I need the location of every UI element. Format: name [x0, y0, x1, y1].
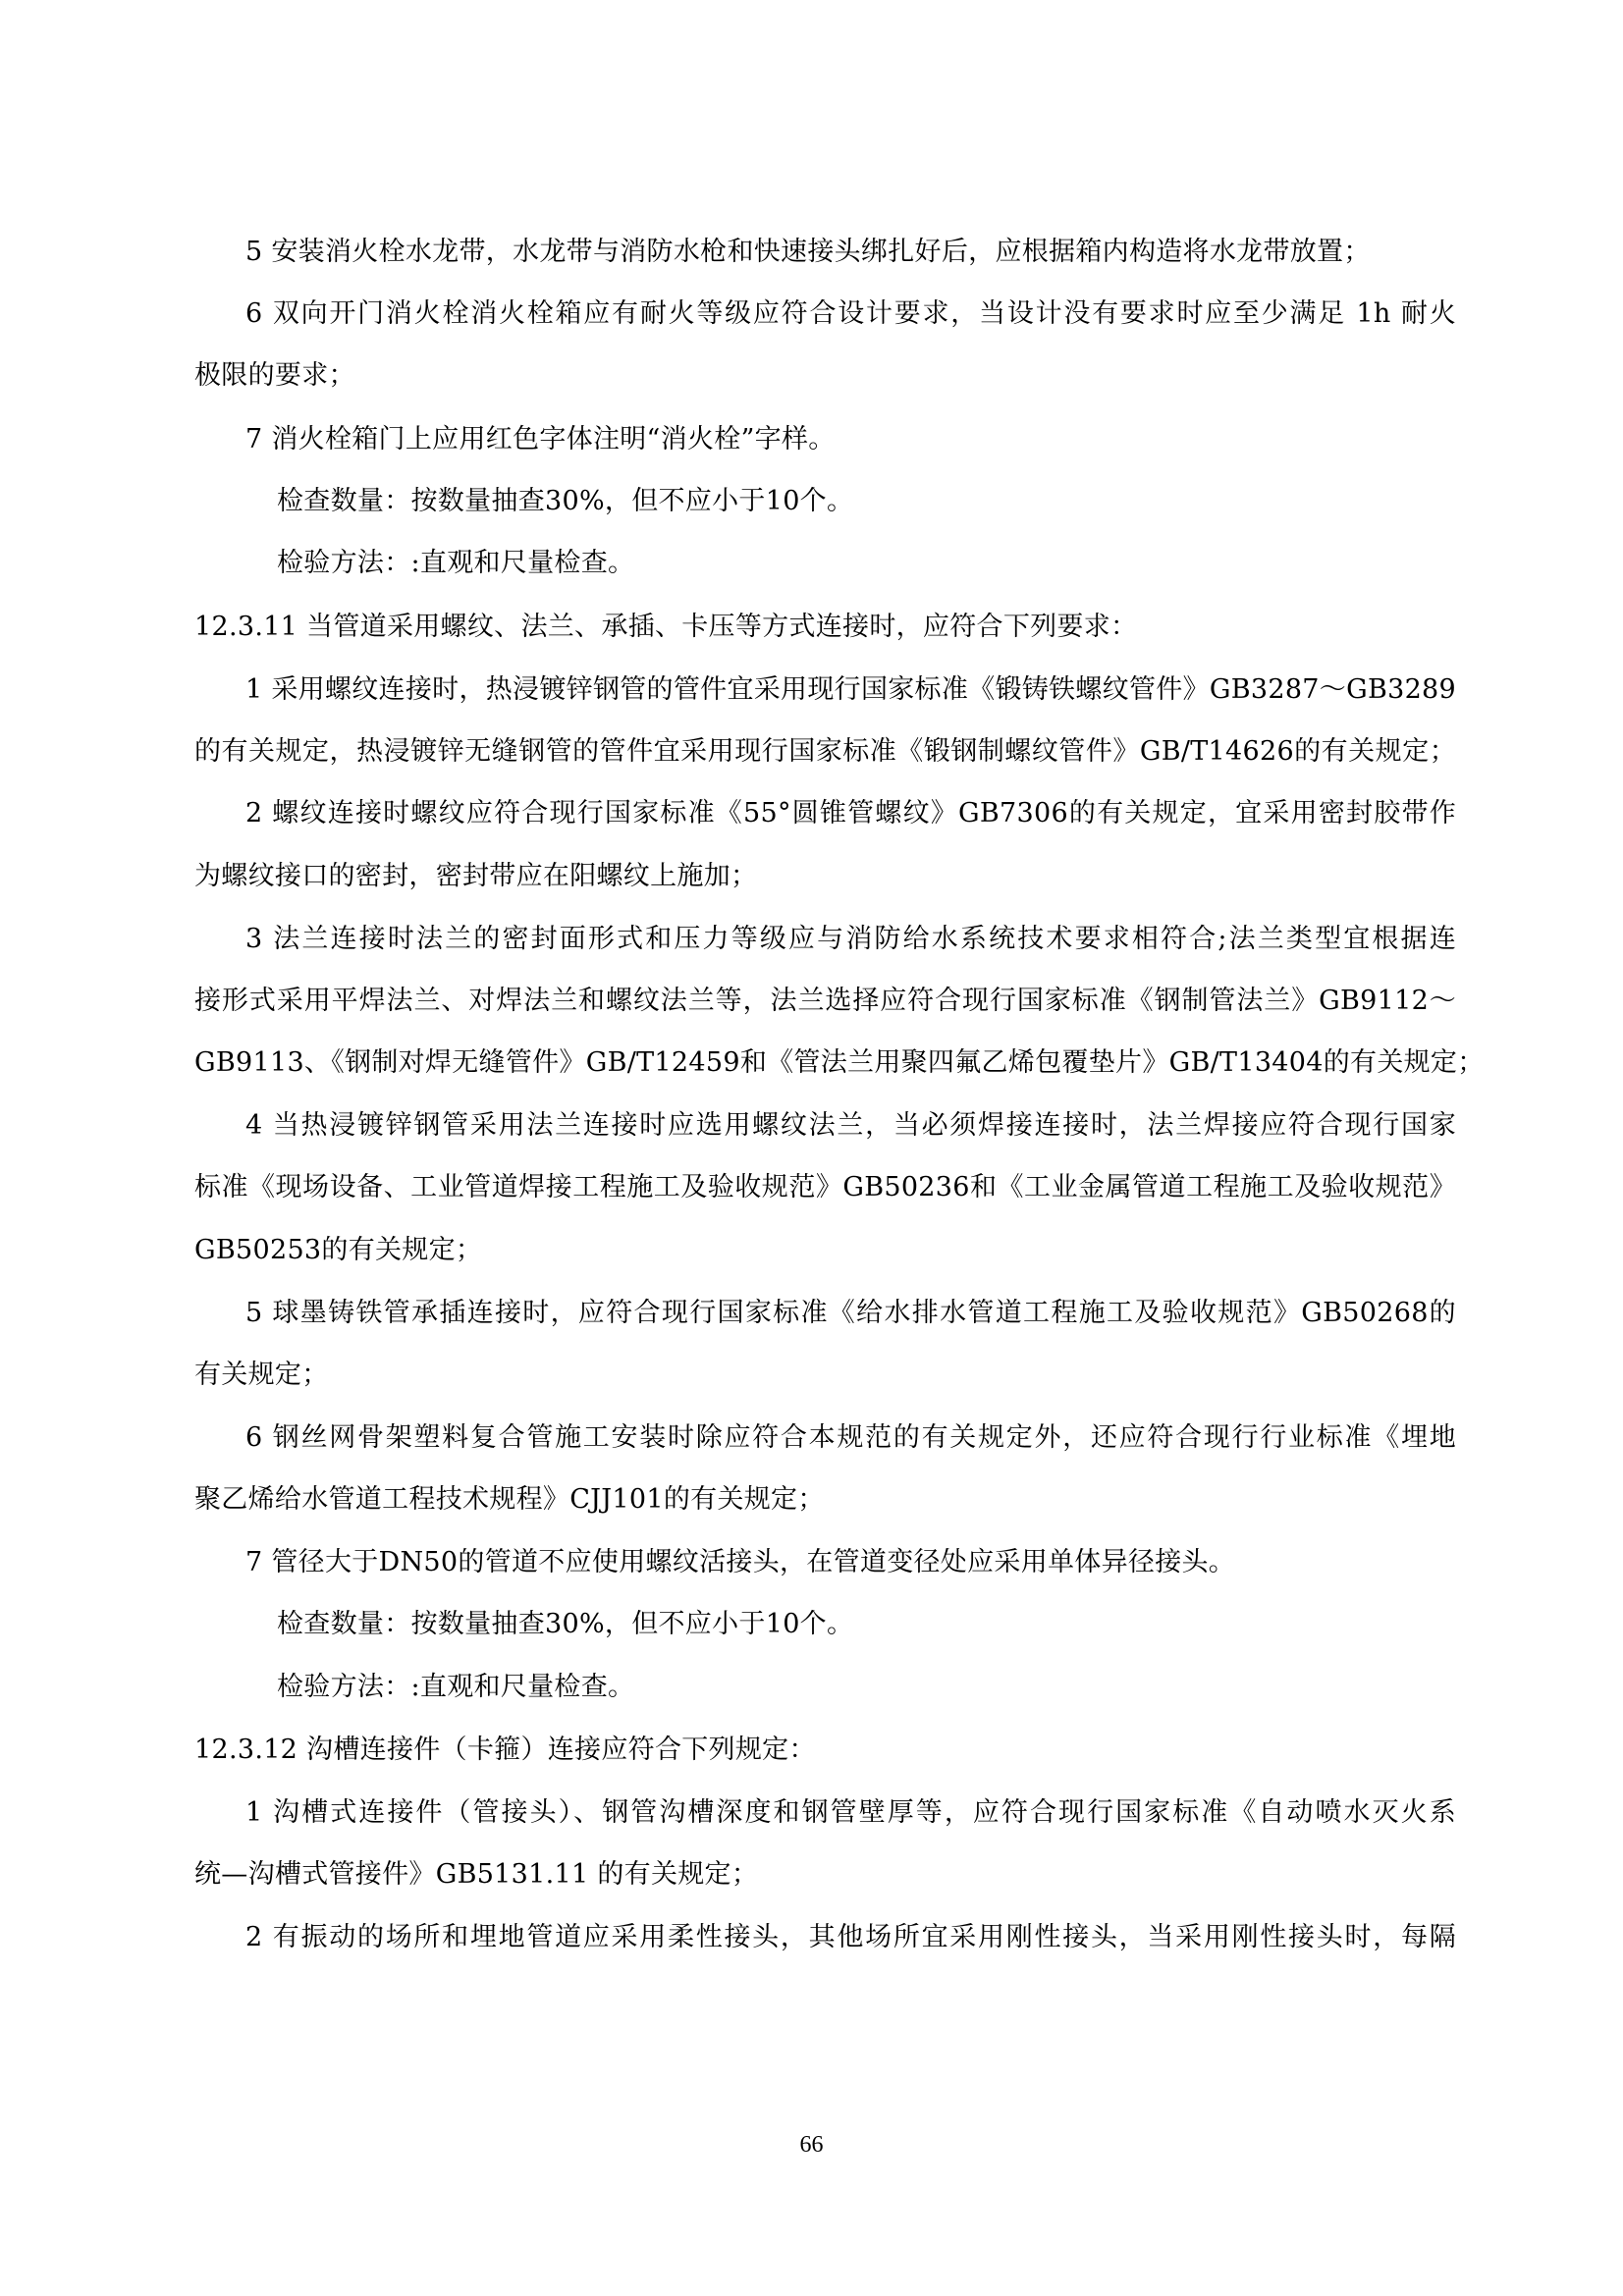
item-2-thread-seal-line1: 2 螺纹连接时螺纹应符合现行国家标准《55°圆锥管螺纹》GB7306的有关规定，宜采用密封胶带作 [245, 798, 1456, 828]
item-6-composite-pipe-line2: 聚乙烯给水管道工程技术规程》CJJ101的有关规定； [194, 1484, 825, 1515]
item-5-ductile-iron-line2: 有关规定； [194, 1360, 329, 1390]
item-6-composite-pipe-line1: 6 钢丝网骨架塑料复合管施工安装时除应符合本规范的有关规定外，还应符合现行行业标准《埋地 [245, 1422, 1456, 1453]
inspection-method: 检验方法：:直观和尺量检查。 [277, 548, 635, 578]
page-number: 66 [799, 2132, 824, 2158]
inspection-quantity: 检查数量：按数量抽查30%，但不应小于10个。 [277, 486, 854, 516]
item-6-fire-resistance-line1: 6 双向开门消火栓消火栓箱应有耐火等级应符合设计要求，当设计没有要求时应至少满足 1h 耐火 [245, 298, 1456, 329]
item-1-groove-line1: 1 沟槽式连接件（管接头）、钢管沟槽深度和钢管壁厚等，应符合现行国家标准《自动喷水灭火系 [245, 1797, 1456, 1828]
item-2-thread-seal-line2: 为螺纹接口的密封，密封带应在阳螺纹上施加； [194, 861, 758, 891]
item-4-galvanized-line1: 4 当热浸镀锌钢管采用法兰连接时应选用螺纹法兰，当必须焊接连接时，法兰焊接应符合现行国家 [245, 1110, 1456, 1141]
inspection-quantity-2: 检查数量：按数量抽查30%，但不应小于10个。 [277, 1609, 854, 1639]
section-12-3-12-heading: 12.3.12 沟槽连接件（卡箍）连接应符合下列规定： [194, 1735, 816, 1765]
item-3-flange-line1: 3 法兰连接时法兰的密封面形式和压力等级应与消防给水系统技术要求相符合;法兰类型宜根据连 [245, 924, 1456, 954]
item-5-hose-installation: 5 安装消火栓水龙带，水龙带与消防水枪和快速接头绑扎好后，应根据箱内构造将水龙带放置； [245, 237, 1371, 267]
item-5-ductile-iron-line1: 5 球墨铸铁管承插连接时，应符合现行国家标准《给水排水管道工程施工及验收规范》GB50268的 [245, 1298, 1456, 1328]
item-7-dn50-union: 7 管径大于DN50的管道不应使用螺纹活接头，在管道变径处应采用单体异径接头。 [245, 1547, 1236, 1577]
item-3-flange-line3: GB9113、《钢制对焊无缝管件》GB/T12459和《管法兰用聚四氟乙烯包覆垫片》GB/T13404的有关规定； [194, 1047, 1485, 1078]
item-4-galvanized-line2: 标准《现场设备、工业管道焊接工程施工及验收规范》GB50236和《工业金属管道工程施工及验收规范》 [194, 1172, 1456, 1202]
item-4-galvanized-line3: GB50253的有关规定； [194, 1235, 483, 1265]
section-12-3-11-heading: 12.3.11 当管道采用螺纹、法兰、承插、卡压等方式连接时，应符合下列要求： [194, 612, 1138, 642]
item-6-fire-resistance-line2: 极限的要求； [194, 360, 355, 391]
item-2-flexible-joint-line1: 2 有振动的场所和埋地管道应采用柔性接头，其他场所宜采用刚性接头，当采用刚性接头时，每隔 [245, 1922, 1456, 1952]
item-1-threaded-line2: 的有关规定，热浸镀锌无缝钢管的管件宜采用现行国家标准《锻钢制螺纹管件》GB/T14626的有关规定； [194, 736, 1456, 767]
item-7-door-label: 7 消火栓箱门上应用红色字体注明“消火栓”字样。 [245, 424, 836, 454]
item-1-threaded-line1: 1 采用螺纹连接时，热浸镀锌钢管的管件宜采用现行国家标准《锻铸铁螺纹管件》GB3287～GB3289 [245, 674, 1457, 705]
item-1-groove-line2: 统—沟槽式管接件》GB5131.11 的有关规定； [194, 1859, 759, 1890]
inspection-method-2: 检验方法：:直观和尺量检查。 [277, 1672, 635, 1702]
item-3-flange-line2: 接形式采用平焊法兰、对焊法兰和螺纹法兰等，法兰选择应符合现行国家标准《钢制管法兰》GB9112～ [194, 986, 1456, 1016]
